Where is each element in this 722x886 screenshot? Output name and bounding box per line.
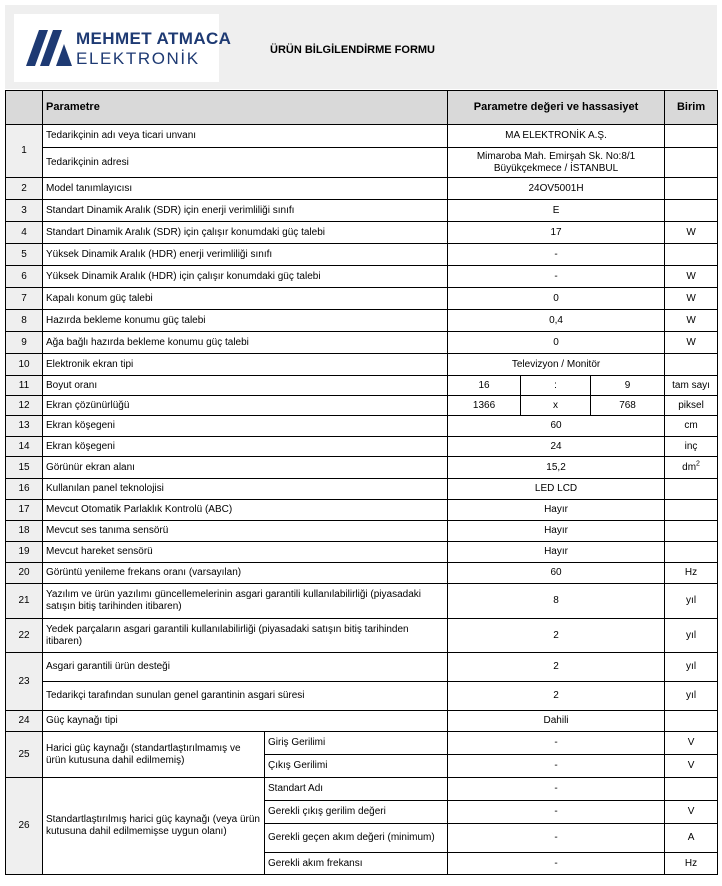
header-parameter: Parametre — [43, 91, 448, 125]
logo-text-line2: ELEKTRONİK — [76, 49, 200, 68]
row-number: 19 — [6, 542, 43, 563]
row-label: Asgari garantili ürün desteği — [43, 653, 448, 682]
row-unit: Hz — [665, 853, 718, 875]
resolution-height-value: 768 — [591, 396, 665, 416]
row-value: - — [448, 266, 665, 288]
row-label: Standart Dinamik Aralık (SDR) için çalışır konumdaki güç talebi — [43, 222, 448, 244]
row-value: 24OV5001H — [448, 178, 665, 200]
header-unit: Birim — [665, 91, 718, 125]
row-value: MA ELEKTRONİK A.Ş. — [448, 125, 665, 148]
row-unit: W — [665, 222, 718, 244]
address-line-1: Mimaroba Mah. Emirşah Sk. No:8/1 — [476, 150, 636, 162]
row-number: 25 — [6, 732, 43, 778]
row-label: Tedarikçinin adresi — [43, 148, 448, 178]
table-row — [6, 653, 718, 682]
logo-text-line1: MEHMET ATMACA — [76, 29, 232, 48]
row-label: Mevcut hareket sensörü — [43, 542, 448, 563]
unit-exponent: 2 — [696, 460, 700, 468]
row-unit — [665, 500, 718, 521]
table-header-row — [6, 91, 718, 125]
table-row — [6, 437, 718, 457]
sub-row-label: Gerekli geçen akım değeri (minimum) — [265, 824, 448, 853]
table-row — [6, 416, 718, 437]
row-value: 24 — [448, 437, 665, 457]
sub-row-label: Giriş Gerilimi — [265, 732, 448, 755]
row-unit: yıl — [665, 619, 718, 653]
table-row — [6, 125, 718, 148]
row-label: Tedarikçi tarafından sunulan genel garantinin asgari süresi — [43, 682, 448, 711]
row-label: Standart Dinamik Aralık (SDR) için enerji verimliliği sınıfı — [43, 200, 448, 222]
row-label: Harici güç kaynağı (standartlaştırılmamış ve ürün kutusuna dahil edilmemiş) — [43, 732, 265, 778]
row-number: 13 — [6, 416, 43, 437]
sub-row-label: Gerekli akım frekansı — [265, 853, 448, 875]
row-label: Kullanılan panel teknolojisi — [43, 479, 448, 500]
row-number: 16 — [6, 479, 43, 500]
row-label: Güç kaynağı tipi — [43, 711, 448, 732]
row-unit — [665, 244, 718, 266]
table-row — [6, 500, 718, 521]
table-row — [6, 563, 718, 584]
row-number: 2 — [6, 178, 43, 200]
row-label: Yazılım ve ürün yazılımı güncellemelerinin asgari garantili kullanılabilirliği (piyasadaki satışın bitiş tarihinden itibaren) — [43, 584, 448, 619]
table-row — [6, 376, 718, 396]
row-unit — [665, 711, 718, 732]
row-number: 22 — [6, 619, 43, 653]
row-unit: tam sayı — [665, 376, 718, 396]
row-value: 17 — [448, 222, 665, 244]
row-value: 0 — [448, 332, 665, 354]
row-label: Ekran köşegeni — [43, 416, 448, 437]
row-label: Ağa bağlı hazırda bekleme konumu güç talebi — [43, 332, 448, 354]
table-row — [6, 244, 718, 266]
row-unit: W — [665, 266, 718, 288]
address-line-2: Büyükçekmece / İSTANBUL — [493, 162, 619, 174]
resolution-separator: x — [521, 396, 591, 416]
row-value: Hayır — [448, 542, 665, 563]
logo-mark-icon — [26, 30, 72, 66]
row-unit — [665, 200, 718, 222]
row-value: 2 — [448, 653, 665, 682]
header-value: Parametre değeri ve hassasiyet — [448, 91, 665, 125]
row-unit: W — [665, 332, 718, 354]
row-value: Dahili — [448, 711, 665, 732]
row-value: - — [448, 824, 665, 853]
row-value: - — [448, 732, 665, 755]
table-row — [6, 222, 718, 244]
row-number: 9 — [6, 332, 43, 354]
table-row — [6, 542, 718, 563]
row-number: 1 — [6, 125, 43, 178]
row-unit — [665, 178, 718, 200]
row-value: - — [448, 853, 665, 875]
resolution-width-value: 1366 — [448, 396, 521, 416]
row-value — [448, 148, 665, 178]
ratio-width-value: 16 — [448, 376, 521, 396]
form-header — [5, 5, 717, 89]
row-value: LED LCD — [448, 479, 665, 500]
row-unit: W — [665, 310, 718, 332]
row-value: Televizyon / Monitör — [448, 354, 665, 376]
row-value: 0 — [448, 288, 665, 310]
row-label: Yedek parçaların asgari garantili kullanılabilirliği (piyasadaki satışın bitiş tarihinden itibaren) — [43, 619, 448, 653]
table-row — [6, 778, 718, 801]
table-row — [6, 732, 718, 755]
row-value: 60 — [448, 416, 665, 437]
row-number: 26 — [6, 778, 43, 875]
sub-row-label: Gerekli çıkış gerilim değeri — [265, 801, 448, 824]
row-label: Boyut oranı — [43, 376, 448, 396]
row-value: - — [448, 778, 665, 801]
row-unit: V — [665, 801, 718, 824]
row-unit: Hz — [665, 563, 718, 584]
table-row — [6, 200, 718, 222]
table-row — [6, 479, 718, 500]
row-unit: V — [665, 732, 718, 755]
table-row — [6, 682, 718, 711]
row-unit: V — [665, 755, 718, 778]
row-label: Görünür ekran alanı — [43, 457, 448, 479]
row-number: 24 — [6, 711, 43, 732]
row-number: 20 — [6, 563, 43, 584]
row-label: Ekran köşegeni — [43, 437, 448, 457]
header-number-cell — [6, 91, 43, 125]
row-unit: yıl — [665, 682, 718, 711]
row-unit — [665, 125, 718, 148]
row-label: Görüntü yenileme frekans oranı (varsayılan) — [43, 563, 448, 584]
form-title: ÜRÜN BİLGİLENDİRME FORMU — [270, 44, 435, 56]
table-row — [6, 178, 718, 200]
row-value: 0,4 — [448, 310, 665, 332]
row-value: - — [448, 244, 665, 266]
ratio-height-value: 9 — [591, 376, 665, 396]
row-number: 4 — [6, 222, 43, 244]
row-label: Model tanımlayıcısı — [43, 178, 448, 200]
row-label: Elektronik ekran tipi — [43, 354, 448, 376]
row-unit — [665, 542, 718, 563]
row-unit — [665, 778, 718, 801]
row-label: Mevcut ses tanıma sensörü — [43, 521, 448, 542]
table-row — [6, 354, 718, 376]
row-unit: piksel — [665, 396, 718, 416]
row-label: Kapalı konum güç talebi — [43, 288, 448, 310]
row-unit — [665, 521, 718, 542]
row-value: 60 — [448, 563, 665, 584]
table-row — [6, 396, 718, 416]
row-number: 7 — [6, 288, 43, 310]
table-row — [6, 266, 718, 288]
row-label: Yüksek Dinamik Aralık (HDR) için çalışır konumdaki güç talebi — [43, 266, 448, 288]
table-row — [6, 148, 718, 178]
row-label: Tedarikçinin adı veya ticari unvanı — [43, 125, 448, 148]
row-value: Hayır — [448, 500, 665, 521]
row-unit: yıl — [665, 584, 718, 619]
company-logo — [14, 14, 232, 82]
row-number: 23 — [6, 653, 43, 711]
row-value: 8 — [448, 584, 665, 619]
row-number: 14 — [6, 437, 43, 457]
row-number: 3 — [6, 200, 43, 222]
sub-row-label: Standart Adı — [265, 778, 448, 801]
table-row — [6, 457, 718, 479]
row-unit: yıl — [665, 653, 718, 682]
table-row — [6, 584, 718, 619]
row-unit: W — [665, 288, 718, 310]
row-value: - — [448, 801, 665, 824]
unit-base: dm — [682, 461, 697, 473]
row-value: 2 — [448, 682, 665, 711]
row-number: 5 — [6, 244, 43, 266]
row-number: 18 — [6, 521, 43, 542]
row-unit — [665, 457, 718, 479]
row-number: 6 — [6, 266, 43, 288]
row-number: 10 — [6, 354, 43, 376]
row-unit — [665, 354, 718, 376]
row-value: 2 — [448, 619, 665, 653]
sub-row-label: Çıkış Gerilimi — [265, 755, 448, 778]
row-label: Standartlaştırılmış harici güç kaynağı (veya ürün kutusuna dahil edilmemişse uygun olanı) — [43, 778, 265, 875]
row-unit — [665, 479, 718, 500]
row-label: Yüksek Dinamik Aralık (HDR) enerji verimliliği sınıfı — [43, 244, 448, 266]
row-value: 15,2 — [448, 457, 665, 479]
table-row — [6, 711, 718, 732]
row-value: E — [448, 200, 665, 222]
row-number: 21 — [6, 584, 43, 619]
row-number: 11 — [6, 376, 43, 396]
row-value: Hayır — [448, 521, 665, 542]
row-number: 8 — [6, 310, 43, 332]
table-row — [6, 332, 718, 354]
product-info-table — [5, 90, 718, 875]
row-label: Ekran çözünürlüğü — [43, 396, 448, 416]
row-value: - — [448, 755, 665, 778]
row-unit — [665, 148, 718, 178]
row-number: 15 — [6, 457, 43, 479]
table-row — [6, 288, 718, 310]
row-unit: inç — [665, 437, 718, 457]
row-label: Hazırda bekleme konumu güç talebi — [43, 310, 448, 332]
row-unit: A — [665, 824, 718, 853]
table-row — [6, 310, 718, 332]
row-unit: cm — [665, 416, 718, 437]
ratio-separator: : — [521, 376, 591, 396]
row-label: Mevcut Otomatik Parlaklık Kontrolü (ABC) — [43, 500, 448, 521]
row-number: 17 — [6, 500, 43, 521]
row-number: 12 — [6, 396, 43, 416]
table-row — [6, 619, 718, 653]
table-row — [6, 521, 718, 542]
